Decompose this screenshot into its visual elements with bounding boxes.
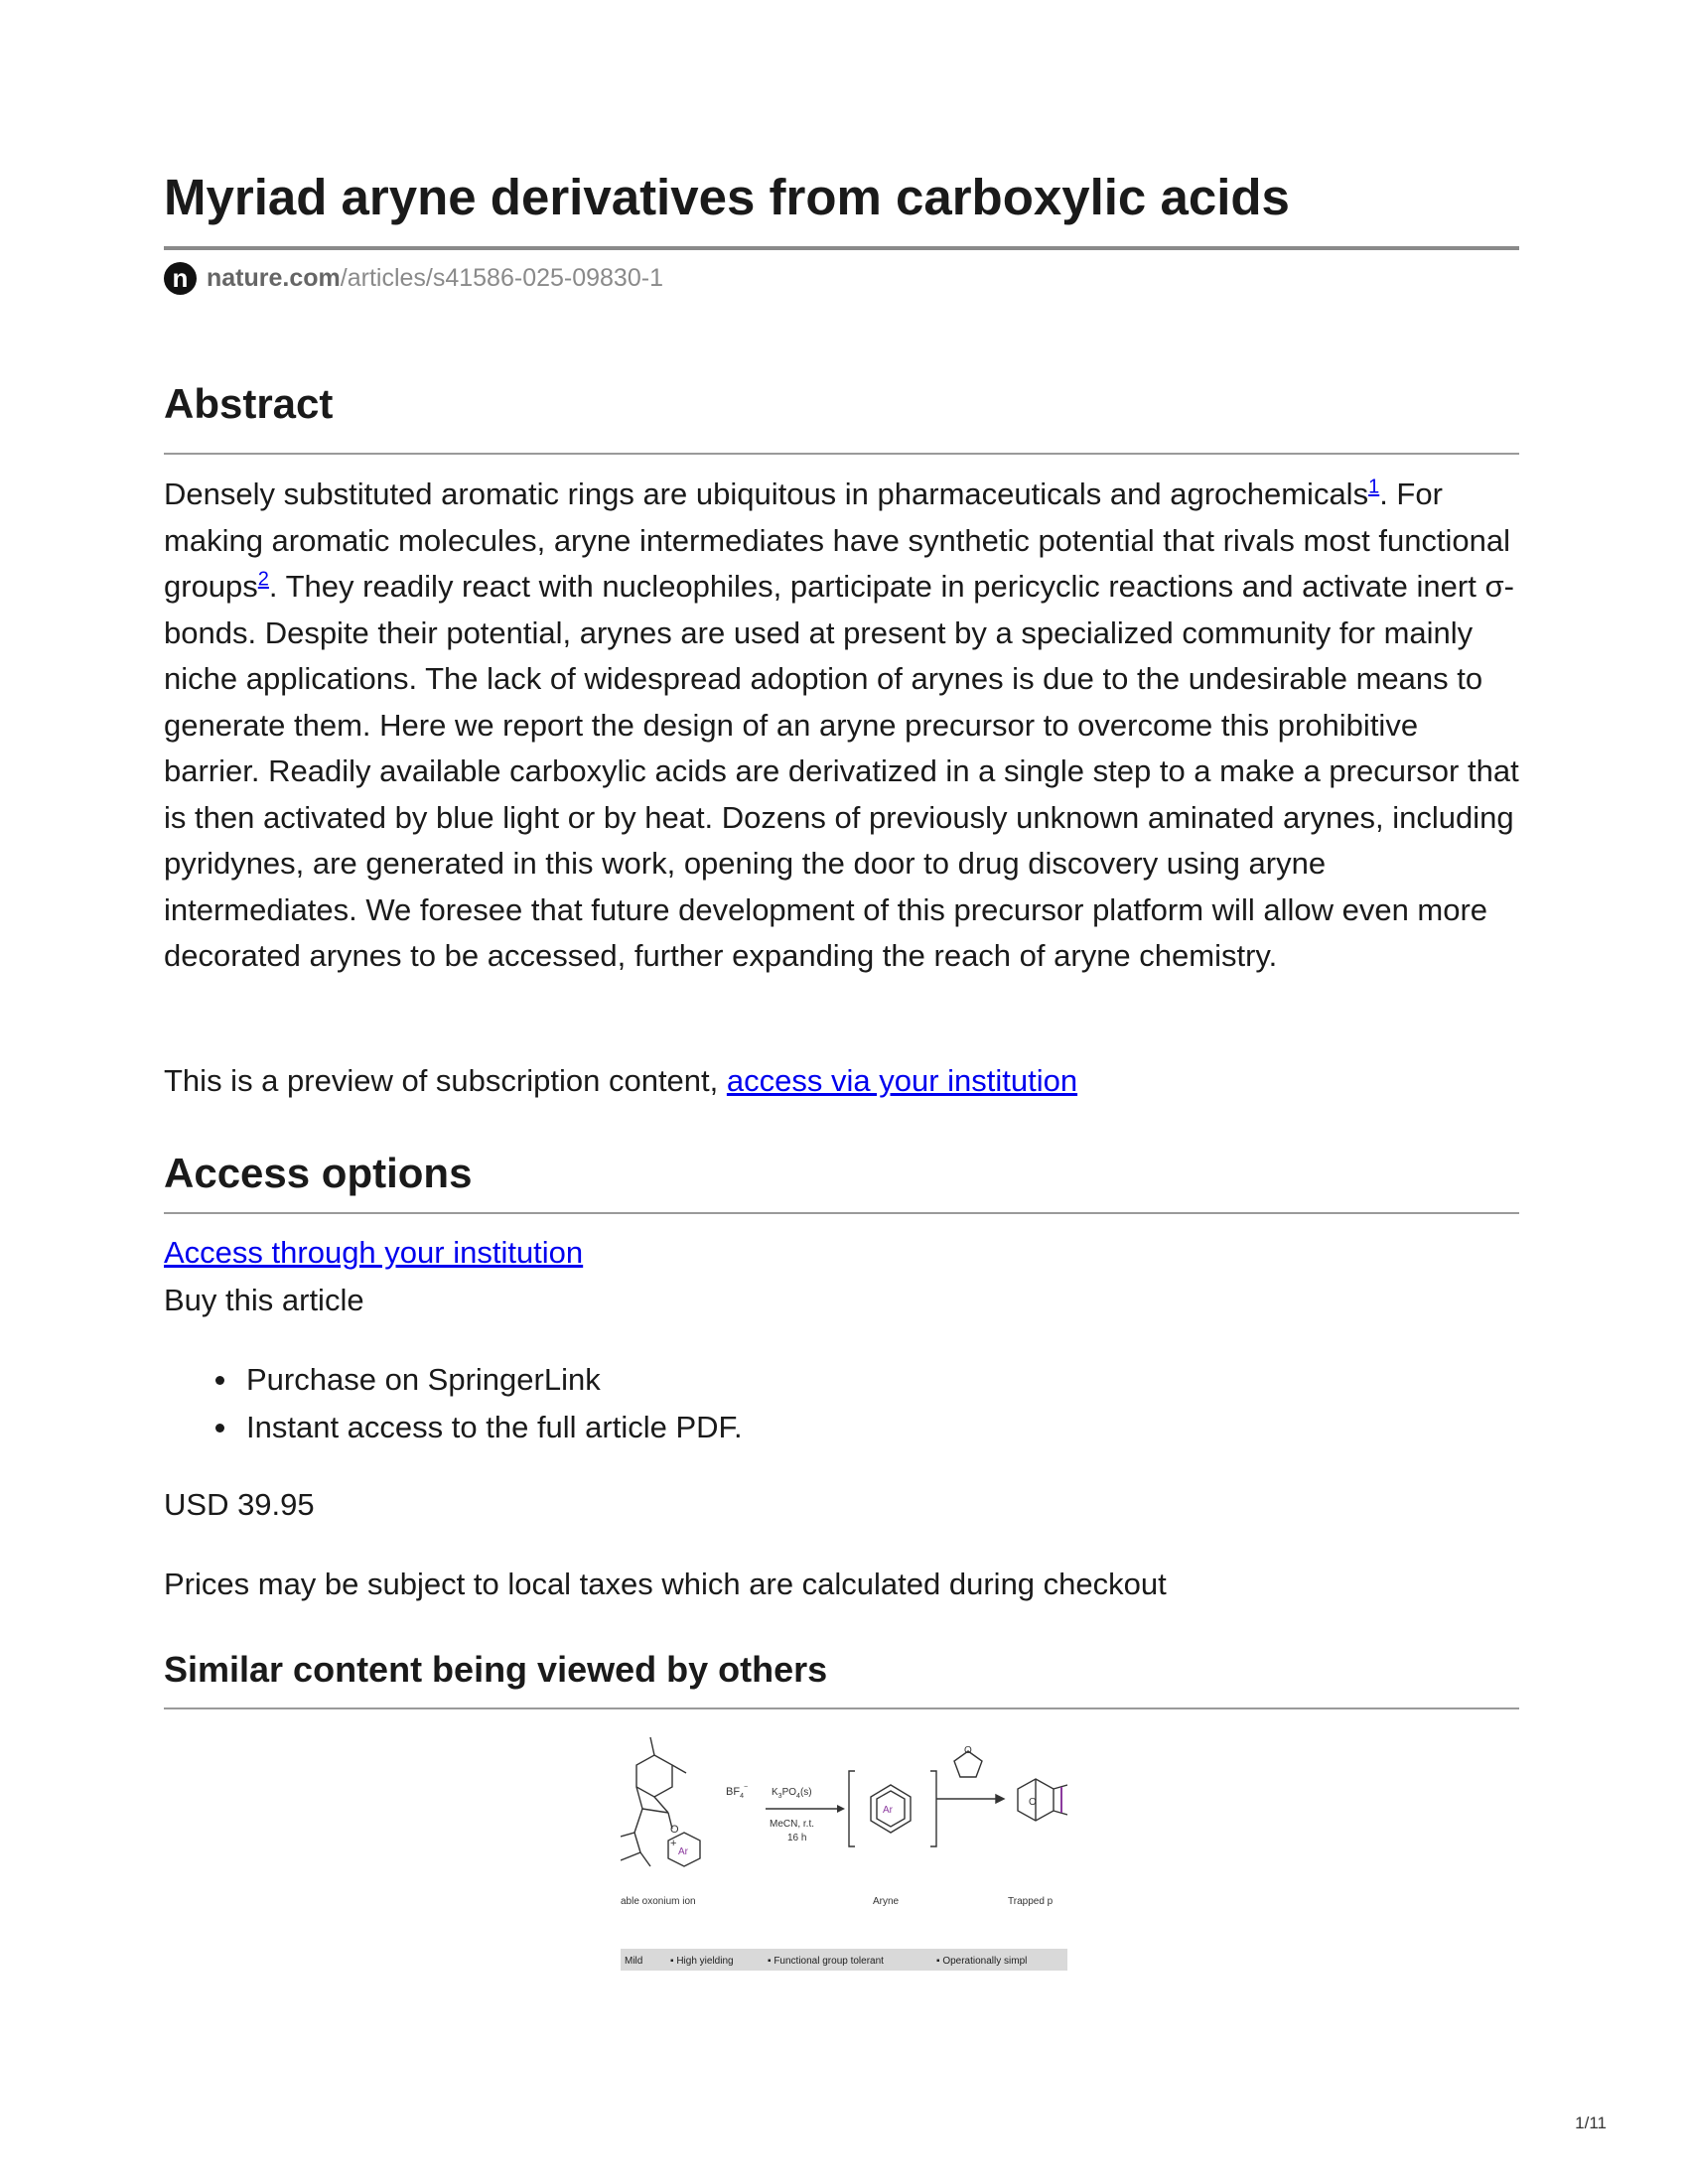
- article-title: Myriad aryne derivatives from carboxylic acids: [164, 169, 1290, 225]
- similar-content-heading: Similar content being viewed by others: [164, 1649, 828, 1690]
- trapped-product-structure: [1018, 1779, 1067, 1821]
- preview-notice: [164, 1058, 1519, 1104]
- oxygen-label: O: [670, 1824, 679, 1836]
- title-divider: [164, 246, 1519, 250]
- ar-label-precursor: Ar: [678, 1846, 688, 1857]
- access-options-divider: [164, 1212, 1519, 1214]
- bridge-oxygen-label: O: [1029, 1797, 1037, 1808]
- access-options-heading: Access options: [164, 1150, 473, 1196]
- preview-text: This is a preview of subscription content,: [164, 1063, 727, 1098]
- source-path: /articles/s41586-025-09830-1: [340, 263, 663, 292]
- list-item: Instant access to the full article PDF.: [164, 1404, 743, 1451]
- nature-logo-icon: n: [164, 262, 197, 295]
- caption-oxonium: able oxonium ion: [621, 1896, 696, 1907]
- reference-2-link[interactable]: 2: [257, 568, 269, 591]
- counterion-label: $BF_4^-$: [726, 1784, 749, 1800]
- plus-charge-label: +: [670, 1838, 677, 1849]
- feature-mild: Mild: [625, 1956, 643, 1967]
- abstract-heading: Abstract: [164, 380, 334, 427]
- access-through-institution-link[interactable]: Access through your institution: [164, 1235, 584, 1270]
- article-price: USD 39.95: [164, 1487, 315, 1522]
- abstract-segment-3: . They readily react with nucleophiles, participate in pericyclic reactions and activate inert σ-bonds. Despite their potential, arynes are used at present by a specialized community for mainly niche applications. The lack of widespread adoption of arynes is due to the undesirable means to generate them. Here we report the design of an aryne precursor to overcome this prohibitive barrier. Readily available carboxylic acids are derivatized in a single step to a make a precursor that is then activated by blue light or by heat. Dozens of previously unknown aminated arynes, including pyridynes, are generated in this work, opening the door to drug discovery using aryne intermediates. We foresee that future development of this precursor platform will allow even more decorated arynes to be accessed, further expanding the reach of aryne chemistry.: [164, 569, 1519, 973]
- tax-note: Prices may be subject to local taxes which are calculated during checkout: [164, 1567, 1167, 1601]
- feature-operationally-simple: ▪ Operationally simpl: [936, 1956, 1028, 1967]
- source-line: [164, 261, 663, 295]
- furan-structure: [936, 1751, 1004, 1803]
- feature-functional-group: ▪ Functional group tolerant: [768, 1956, 884, 1967]
- conditions-line-2: 16 h: [787, 1833, 807, 1843]
- reagent-label: $K_3PO_4(s)$: [772, 1787, 812, 1800]
- furan-oxygen-label: O: [964, 1745, 972, 1756]
- abstract-text: [164, 472, 1519, 980]
- list-item: Purchase on SpringerLink: [164, 1356, 743, 1404]
- source-domain: nature.com: [207, 263, 341, 292]
- oxonium-ion-structure: [621, 1737, 700, 1866]
- abstract-divider: [164, 453, 1519, 455]
- caption-trapped: Trapped p: [1008, 1896, 1054, 1907]
- access-via-institution-link[interactable]: access via your institution: [726, 1063, 1078, 1098]
- reference-1-link[interactable]: 1: [1368, 476, 1380, 498]
- conditions-line-1: MeCN, r.t.: [770, 1819, 815, 1830]
- abstract-segment-1: Densely substituted aromatic rings are ubiquitous in pharmaceuticals and agrochemicals: [164, 477, 1369, 511]
- abstract-segment-2: . For making aromatic molecules, aryne intermediates have synthetic potential that rivals most functional groups: [164, 477, 1511, 604]
- page-number: 1/11: [1575, 2114, 1607, 2132]
- similar-content-divider: [164, 1707, 1519, 1709]
- caption-aryne: Aryne: [873, 1896, 900, 1907]
- feature-high-yielding: ▪ High yielding: [670, 1956, 734, 1967]
- buy-article-label: Buy this article: [164, 1283, 364, 1317]
- ar-label-aryne: Ar: [883, 1805, 893, 1816]
- aryne-structure: [849, 1771, 936, 1846]
- purchase-bullet-list: [164, 1356, 743, 1451]
- reaction-arrow-head: [837, 1805, 845, 1813]
- similar-content-figure[interactable]: [621, 1729, 1067, 1987]
